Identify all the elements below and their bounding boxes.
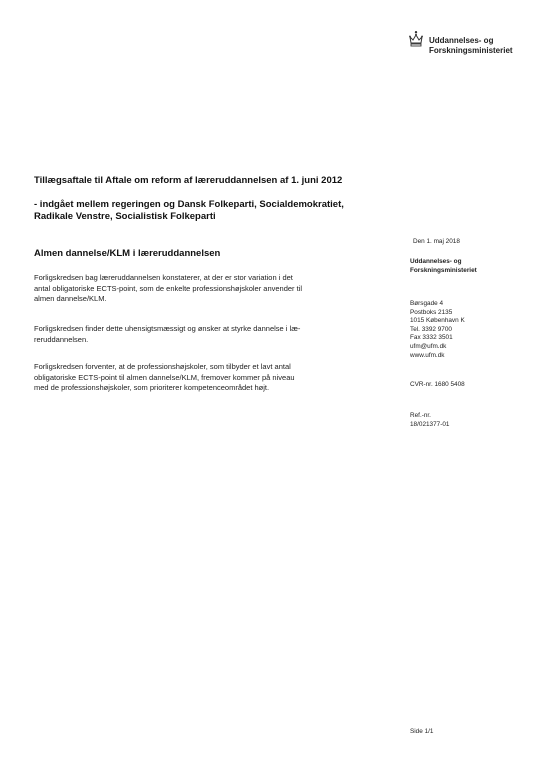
org-line-1: Uddannelses- og	[410, 258, 462, 265]
logo-line-2: Forskningsministeriet	[429, 46, 513, 55]
logo-line-1: Uddannelses- og	[429, 36, 494, 45]
paragraph-line: reruddannelsen.	[34, 334, 89, 344]
paragraph-line: med de professionshøjskoler, som prioriterer kompetenceområdet højt.	[34, 383, 270, 392]
section-heading: Almen dannelse/KLM i læreruddannelsen	[34, 248, 221, 259]
paragraph-line: obligatoriske ECTS-point til almen dannelse/KLM, fremover kommer på niveau	[34, 372, 295, 382]
sidebar-organization	[410, 258, 477, 275]
paragraph-line: Forligskredsen finder dette uhensigtsmæssigt og ønsker at styrke dannelse i læ-	[34, 324, 301, 333]
document-subtitle	[34, 199, 386, 223]
address-email: ufm@ufm.dk	[410, 342, 447, 350]
address-fax: Fax 3332 3501	[410, 334, 453, 342]
paragraph-1	[34, 273, 386, 305]
address-street: Børsgade 4	[410, 300, 444, 307]
org-line-2: Forskningsministeriet	[410, 266, 477, 274]
ref-label: Ref.-nr.	[410, 412, 431, 419]
page-number: Side 1/1	[410, 728, 434, 735]
logo-text	[429, 36, 513, 56]
paragraph-line: antal obligatoriske ECTS-point, som de enkelte professionshøjskoler anvender til	[34, 283, 303, 293]
address-city: 1015 København K	[410, 317, 465, 325]
ref-value: 18/021377-01	[410, 420, 450, 428]
crown-icon	[406, 30, 426, 50]
paragraph-line: Forligskredsen bag læreruddannelsen konstaterer, at der er stor variation i det	[34, 273, 293, 282]
ministry-logo	[406, 30, 513, 56]
paragraph-2	[34, 324, 386, 345]
paragraph-line: almen dannelse/KLM.	[34, 294, 107, 303]
document-date: Den 1. maj 2018	[413, 238, 460, 245]
sidebar-address	[410, 300, 465, 360]
address-pobox: Postboks 2135	[410, 308, 453, 316]
document-title: Tillægsaftale til Aftale om reform af læreruddannelsen af 1. juni 2012	[34, 175, 343, 186]
subtitle-line-2: Radikale Venstre, Socialistisk Folkeparti	[34, 211, 216, 222]
subtitle-line-1: - indgået mellem regeringen og Dansk Folkeparti, Socialdemokratiet,	[34, 199, 344, 210]
cvr-number: CVR-nr. 1680 5408	[410, 381, 465, 388]
paragraph-line: Forligskredsen forventer, at de professionshøjskoler, som tilbyder et lavt antal	[34, 362, 291, 371]
paragraph-3	[34, 362, 386, 394]
address-phone: Tel. 3392 9700	[410, 325, 452, 333]
reference-number	[410, 412, 449, 429]
address-website: www.ufm.dk	[410, 351, 445, 359]
